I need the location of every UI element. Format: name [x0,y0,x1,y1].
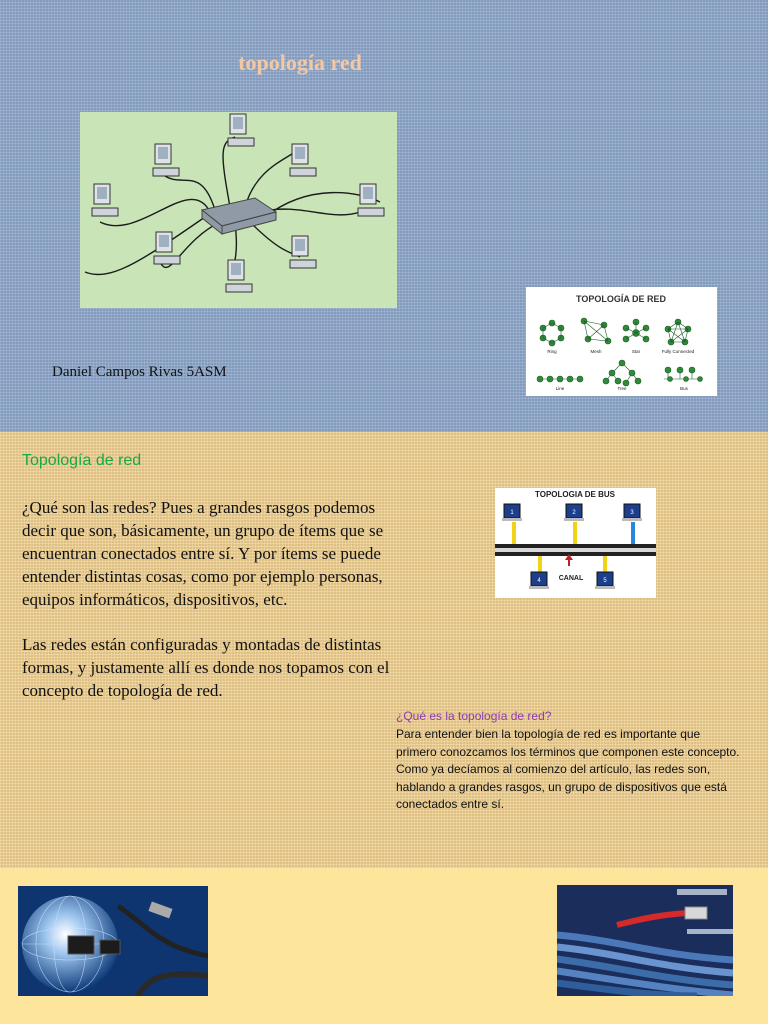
svg-text:2: 2 [572,510,576,516]
topo-label-ring: Ring [547,349,557,354]
topo-label-mesh: Mesh [590,349,602,354]
topo-label-fully: Fully Connected [661,349,695,354]
bus-title: TOPOLOGIA DE BUS [534,490,616,499]
topology-types-image [526,287,717,396]
svg-text:1: 1 [510,510,514,516]
network-cables-image [557,885,733,996]
svg-text:4: 4 [537,578,541,584]
paragraph-1: ¿Qué son las redes? Pues a grandes rasgos podemos decir que son, básicamente, un grupo de ítems que se encuentran conectados entre sí. Y por ítems se puede entender distintas cosas, como por ejemplo personas, equipos informáticos, dispositivos, etc. [22,498,384,609]
bus-topology-image [495,488,656,598]
globe-network-image [18,886,208,996]
author-name: Daniel Campos Rivas 5ASM [52,364,227,380]
page-title: topología red [238,50,362,75]
network-illustration [80,112,397,308]
topologies-title: TOPOLOGÍA DE RED [575,294,667,304]
sidebar-question: ¿Qué es la topología de red? [396,709,552,723]
bus-canal-label: CANAL [558,575,584,582]
svg-text:5: 5 [603,578,607,584]
topo-label-star: Star [631,349,641,354]
main-text [22,496,394,724]
topo-label-bus: Bus [680,386,688,391]
topo-label-tree: Tree [617,386,627,391]
sidebar-answer: Para entender bien la topología de red es importante que primero conozcamos los términos que componen este concepto. Como ya decíamos al comienzo del artículo, las redes son, hablando a grandes rasgos, un grupo de dispositivos que está conectados entre sí. [396,727,740,811]
svg-text:3: 3 [630,510,634,516]
section-heading: Topología de red [22,452,142,469]
paragraph-2: Las redes están configuradas y montadas de distintas formas, y justamente allí es donde nos topamos con el concepto de topología de red. [22,635,390,700]
topo-label-line: Line [555,386,565,391]
